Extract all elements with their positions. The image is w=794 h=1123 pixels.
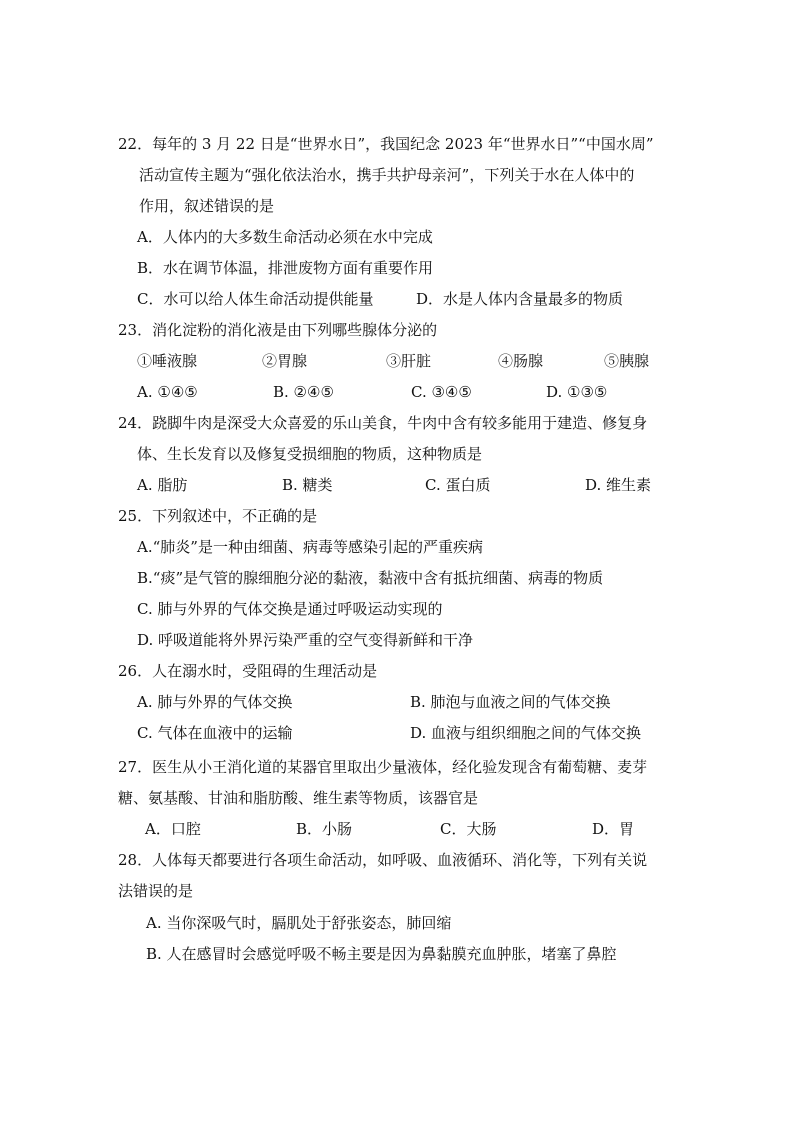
question-26-option-c: C. 气体在血液中的运输 [137,724,293,742]
question-27-option-a: A．口腔 [145,820,201,838]
question-25-option-d: D. 呼吸道能将外界污染严重的空气变得新鲜和干净 [137,631,474,649]
question-22-option-a: A．人体内的大多数生命活动必须在水中完成 [137,228,433,246]
question-22-stem-3: 作用，叙述错误的是 [139,197,275,215]
question-26-option-a: A. 肺与外界的气体交换 [137,693,293,711]
question-27-option-c: C．大肠 [440,820,497,838]
question-26-option-d: D. 血液与组织细胞之间的气体交换 [410,724,642,742]
question-28-option-b: B. 人在感冒时会感觉呼吸不畅主要是因为鼻黏膜充血肿胀，堵塞了鼻腔 [146,945,617,963]
question-24-stem-2: 体、生长发育以及修复受损细胞的物质，这种物质是 [137,445,483,463]
question-23-option-d: D. ①③⑤ [546,383,608,401]
question-23-item-3: ③肝脏 [386,352,432,370]
question-22-option-b: B．水在调节体温，排泄废物方面有重要作用 [137,259,434,277]
question-24-option-b: B. 糖类 [282,476,333,494]
question-24-option-d: D. 维生素 [585,476,652,494]
question-23-option-c: C. ③④⑤ [411,383,472,401]
question-27-option-d: D．胃 [592,820,635,838]
question-22-stem-1: 22．每年的 3 月 22 日是“世界水日”，我国纪念 2023 年“世界水日”“中国水周” [118,135,654,153]
question-22-option-c: C．水可以给人体生命活动提供能量 [137,290,374,308]
question-23-item-1: ①唾液腺 [137,352,198,370]
question-25-stem-1: 25．下列叙述中，不正确的是 [118,507,318,525]
question-23-item-5: ⑤胰腺 [604,352,650,370]
question-23-stem-1: 23．消化淀粉的消化液是由下列哪些腺体分泌的 [118,321,438,339]
question-22-stem-2: 活动宣传主题为“强化依法治水，携手共护母亲河”，下列关于水在人体中的 [139,166,635,184]
question-23-option-a: A. ①④⑤ [137,383,198,401]
question-25-option-a: A.“肺炎”是一种由细菌、病毒等感染引起的严重疾病 [137,538,483,556]
question-22-option-d: D．水是人体内含量最多的物质 [416,290,624,308]
question-23-item-2: ②胃腺 [262,352,308,370]
question-26-stem-1: 26．人在溺水时，受阻碍的生理活动是 [118,662,378,680]
question-28-stem-2: 法错误的是 [118,882,194,900]
question-28-stem-1: 28．人体每天都要进行各项生命活动，如呼吸、血液循环、消化等，下列有关说 [118,851,648,869]
question-24-option-a: A. 脂肪 [137,476,188,494]
question-23-option-b: B. ②④⑤ [273,383,334,401]
question-25-option-c: C. 肺与外界的气体交换是通过呼吸运动实现的 [137,600,443,618]
question-27-stem-2: 糖、氨基酸、甘油和脂肪酸、维生素等物质，该器官是 [118,789,479,807]
question-27-stem-1: 27．医生从小王消化道的某器官里取出少量液体，经化验发现含有葡萄糖、麦芽 [118,758,648,776]
question-25-option-b: B.“痰”是气管的腺细胞分泌的黏液，黏液中含有抵抗细菌、病毒的物质 [137,569,604,587]
question-23-item-4: ④肠腺 [498,352,544,370]
question-27-option-b: B．小肠 [296,820,353,838]
question-24-option-c: C. 蛋白质 [425,476,491,494]
question-24-stem-1: 24．跷脚牛肉是深受大众喜爱的乐山美食，牛肉中含有较多能用于建造、修复身 [118,414,648,432]
question-26-option-b: B. 肺泡与血液之间的气体交换 [410,693,611,711]
question-28-option-a: A. 当你深吸气时，膈肌处于舒张姿态，肺回缩 [146,914,452,932]
